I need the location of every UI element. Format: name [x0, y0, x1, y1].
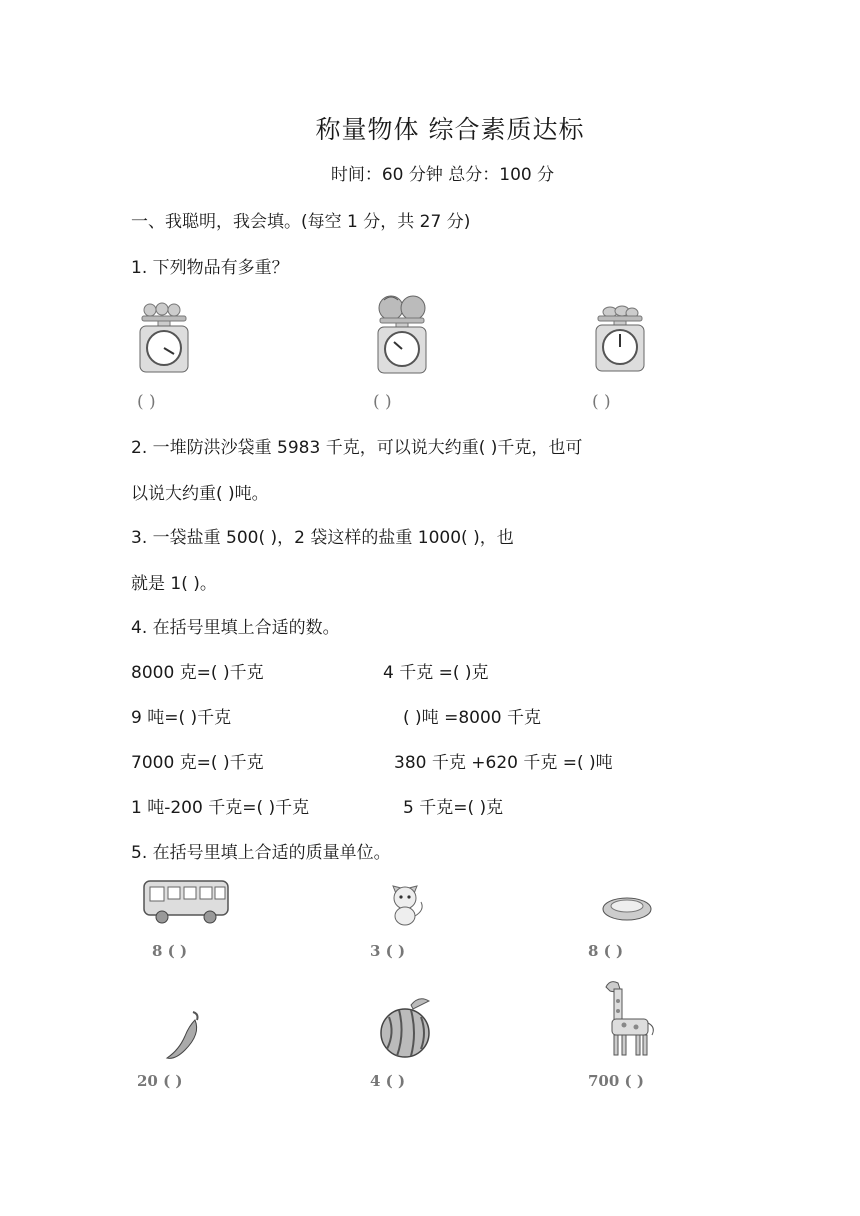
- conversion-item: 7000 克=( )千克: [131, 753, 264, 773]
- scale-icon: [374, 292, 430, 376]
- answer-blank[interactable]: ( ): [373, 392, 392, 412]
- exam-info: 时间：60 分钟 总分：100 分: [330, 165, 555, 185]
- scale-icon: [136, 298, 192, 376]
- kitten-icon: [387, 880, 427, 926]
- question-3-line-1: 3. 一袋盐重 500( )，2 袋这样的盐重 1000( )，也: [131, 528, 514, 548]
- conversion-item: 9 吨=( )千克: [131, 708, 232, 728]
- giraffe-icon: [600, 977, 658, 1057]
- conversion-item: 4 千克 =( )克: [383, 663, 489, 683]
- scale-icon: [592, 302, 648, 376]
- section-heading: 一、我聪明，我会填。(每空 1 分，共 27 分): [131, 212, 471, 232]
- answer-blank[interactable]: 3 ( ): [370, 942, 406, 960]
- conversion-item: 380 千克 +620 千克 =( )吨: [394, 753, 613, 773]
- conversion-item: ( )吨 =8000 千克: [403, 708, 541, 728]
- bread-icon: [601, 893, 653, 923]
- answer-blank[interactable]: 8 ( ): [588, 942, 624, 960]
- answer-blank[interactable]: ( ): [592, 392, 611, 412]
- answer-blank[interactable]: 700 ( ): [588, 1072, 644, 1090]
- bus-icon: [142, 877, 232, 927]
- answer-blank[interactable]: ( ): [137, 392, 156, 412]
- watermelon-icon: [375, 995, 435, 1059]
- question-3-line-2: 就是 1( )。: [131, 574, 217, 594]
- question-2-line-1: 2. 一堆防洪沙袋重 5983 千克，可以说大约重( )千克，也可: [131, 438, 583, 458]
- answer-blank[interactable]: 20 ( ): [137, 1072, 183, 1090]
- conversion-item: 5 千克=( )克: [403, 798, 504, 818]
- chili-pepper-icon: [163, 1010, 205, 1062]
- question-4: 4. 在括号里填上合适的数。: [131, 618, 340, 638]
- conversion-item: 1 吨-200 千克=( )千克: [131, 798, 310, 818]
- question-1: 1. 下列物品有多重？: [131, 258, 289, 278]
- conversion-item: 8000 克=( )千克: [131, 663, 264, 683]
- question-5: 5. 在括号里填上合适的质量单位。: [131, 843, 391, 863]
- answer-blank[interactable]: 8 ( ): [152, 942, 188, 960]
- page-title: 称量物体 综合素质达标: [315, 115, 585, 144]
- question-2-line-2: 以说大约重( )吨。: [131, 484, 269, 504]
- answer-blank[interactable]: 4 ( ): [370, 1072, 406, 1090]
